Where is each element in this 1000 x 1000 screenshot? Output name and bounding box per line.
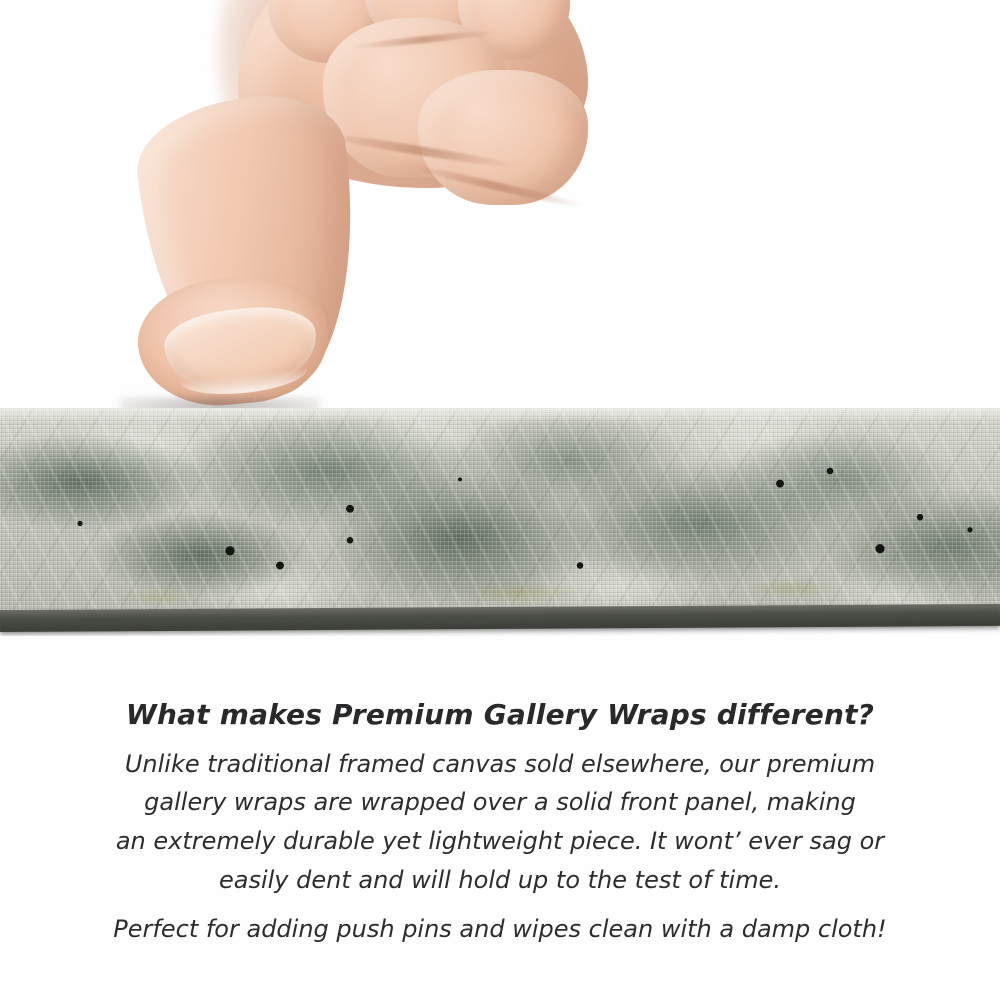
copy-line-5: Perfect for adding push pins and wipes clean with a damp cloth! — [113, 915, 887, 944]
copy-line-4: easily dent and will hold up to the test of time. — [218, 866, 781, 895]
hand-pressing-area — [0, 0, 1000, 410]
marketing-copy-area — [0, 636, 1000, 1000]
gallery-wrap-edge — [0, 408, 1000, 618]
copy-line-2: gallery wraps are wrapped over a solid front panel, making — [144, 788, 856, 817]
copy-headline: What makes Premium Gallery Wraps different? — [125, 698, 875, 731]
copy-line-1: Unlike traditional framed canvas sold elsewhere, our premium — [124, 749, 876, 778]
marketing-copy — [0, 698, 1000, 949]
hand-illustration — [118, 0, 588, 418]
canvas-top-edge-highlight — [0, 408, 1000, 422]
canvas-dark-speckles — [0, 408, 1000, 618]
copy-line-3: an extremely durable yet lightweight piece. It wont’ ever sag or — [115, 827, 885, 856]
